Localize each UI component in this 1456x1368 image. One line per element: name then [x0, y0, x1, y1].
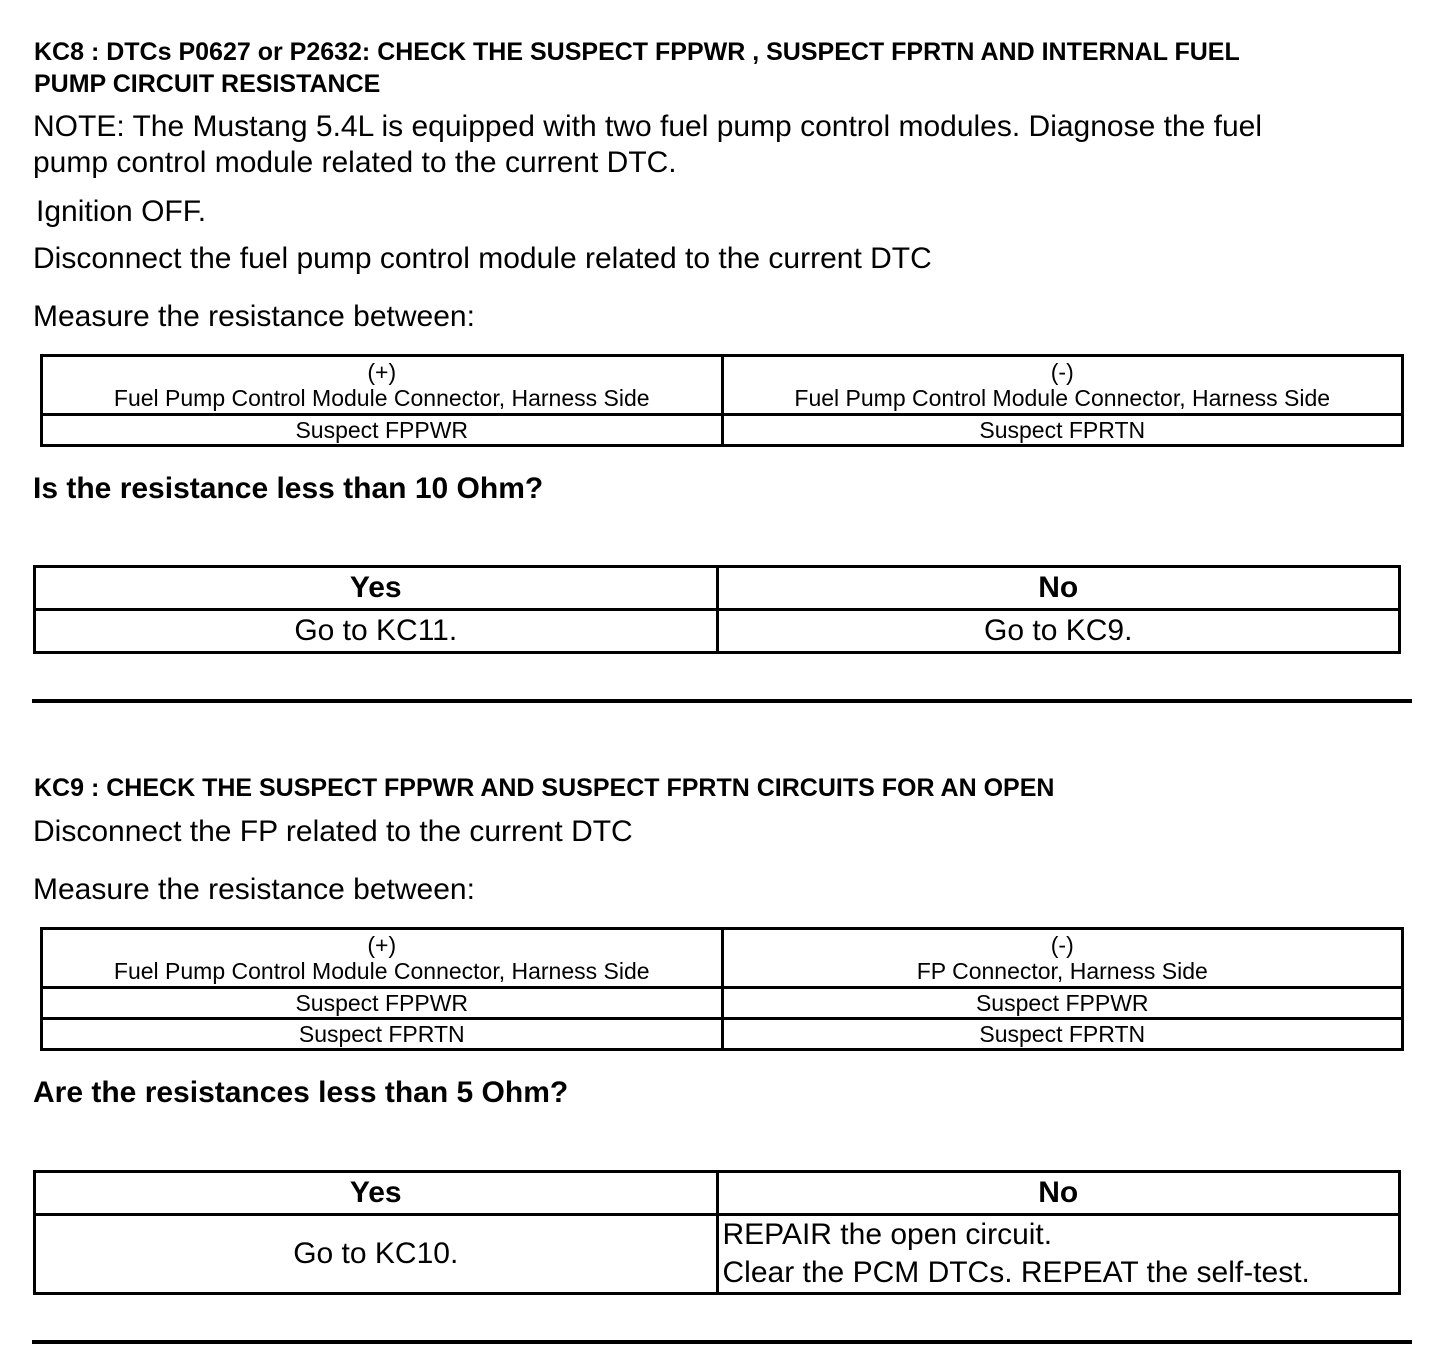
section-divider — [32, 699, 1412, 703]
section-divider — [32, 1340, 1412, 1344]
kc8-question: Is the resistance less than 10 Ohm? — [33, 472, 544, 505]
kc9-measure-col2-header — [722, 929, 1403, 988]
kc8-step-ignition: Ignition OFF. — [36, 195, 207, 228]
kc9-result-table — [33, 1170, 1401, 1295]
table-row — [42, 988, 1403, 1019]
kc9-measure-table — [40, 927, 1404, 1051]
kc9-title: KC9 : CHECK THE SUSPECT FPPWR AND SUSPECT FPRTN CIRCUITS FOR AN OPEN — [34, 774, 1055, 802]
table-row — [42, 415, 1403, 446]
table-row — [35, 610, 1400, 653]
kc9-measure-col1-header — [42, 929, 723, 988]
kc8-no-header: No — [717, 567, 1400, 610]
table-cell: Suspect FPPWR — [722, 988, 1403, 1019]
kc8-yes-header: Yes — [35, 567, 718, 610]
table-cell: Suspect FPRTN — [722, 1019, 1403, 1050]
kc9-step-disconnect: Disconnect the FP related to the current DTC — [33, 815, 633, 848]
kc9-yes-header: Yes — [35, 1172, 718, 1215]
kc9-no-action — [717, 1215, 1400, 1294]
table-header-row — [42, 356, 1403, 415]
kc9-step-measure: Measure the resistance between: — [33, 873, 475, 906]
kc8-measure-col1-header — [42, 356, 723, 415]
table-cell: Suspect FPRTN — [722, 415, 1403, 446]
table-row — [35, 1215, 1400, 1294]
kc9-measure-col2-label: FP Connector, Harness Side — [916, 958, 1208, 984]
table-header-row — [35, 567, 1400, 610]
table-header-row — [42, 929, 1403, 988]
kc9-measure-col2-sign: (-) — [1050, 932, 1074, 958]
kc9-no-header: No — [717, 1172, 1400, 1215]
kc8-measure-col2-sign: (-) — [1050, 359, 1074, 385]
kc8-measure-col1-sign: (+) — [367, 359, 397, 385]
kc9-measure-col1-label: Fuel Pump Control Module Connector, Harness Side — [113, 958, 650, 984]
kc9-no-action-line1: REPAIR the open circuit. — [722, 1218, 1053, 1251]
table-row — [42, 1019, 1403, 1050]
kc8-measure-col2-label: Fuel Pump Control Module Connector, Harness Side — [794, 385, 1331, 411]
table-cell: Suspect FPRTN — [42, 1019, 723, 1050]
kc9-question: Are the resistances less than 5 Ohm? — [33, 1076, 569, 1109]
kc8-measure-table — [40, 354, 1404, 447]
kc9-no-action-line2: Clear the PCM DTCs. REPEAT the self-test. — [722, 1256, 1310, 1289]
table-header-row — [35, 1172, 1400, 1215]
kc8-yes-action: Go to KC11. — [35, 610, 718, 653]
kc8-measure-col1-label: Fuel Pump Control Module Connector, Harness Side — [113, 385, 650, 411]
kc8-note — [33, 109, 1262, 181]
table-cell: Suspect FPPWR — [42, 415, 723, 446]
kc8-step-disconnect: Disconnect the fuel pump control module related to the current DTC — [33, 242, 932, 275]
kc8-note-line2: pump control module related to the current DTC. — [33, 146, 677, 179]
kc8-title — [34, 36, 1240, 100]
kc9-yes-action: Go to KC10. — [35, 1215, 718, 1294]
kc8-title-line1: KC8 : DTCs P0627 or P2632: CHECK THE SUSPECT FPPWR , SUSPECT FPRTN AND INTERNAL FUEL — [34, 38, 1240, 66]
kc8-no-action: Go to KC9. — [717, 610, 1400, 653]
table-cell: Suspect FPPWR — [42, 988, 723, 1019]
kc8-step-measure: Measure the resistance between: — [33, 300, 475, 333]
kc8-measure-col2-header — [722, 356, 1403, 415]
kc8-title-line2: PUMP CIRCUIT RESISTANCE — [34, 70, 381, 98]
kc8-result-table — [33, 565, 1401, 654]
kc8-note-line1: NOTE: The Mustang 5.4L is equipped with two fuel pump control modules. Diagnose the fuel — [33, 110, 1263, 143]
kc9-measure-col1-sign: (+) — [367, 932, 397, 958]
